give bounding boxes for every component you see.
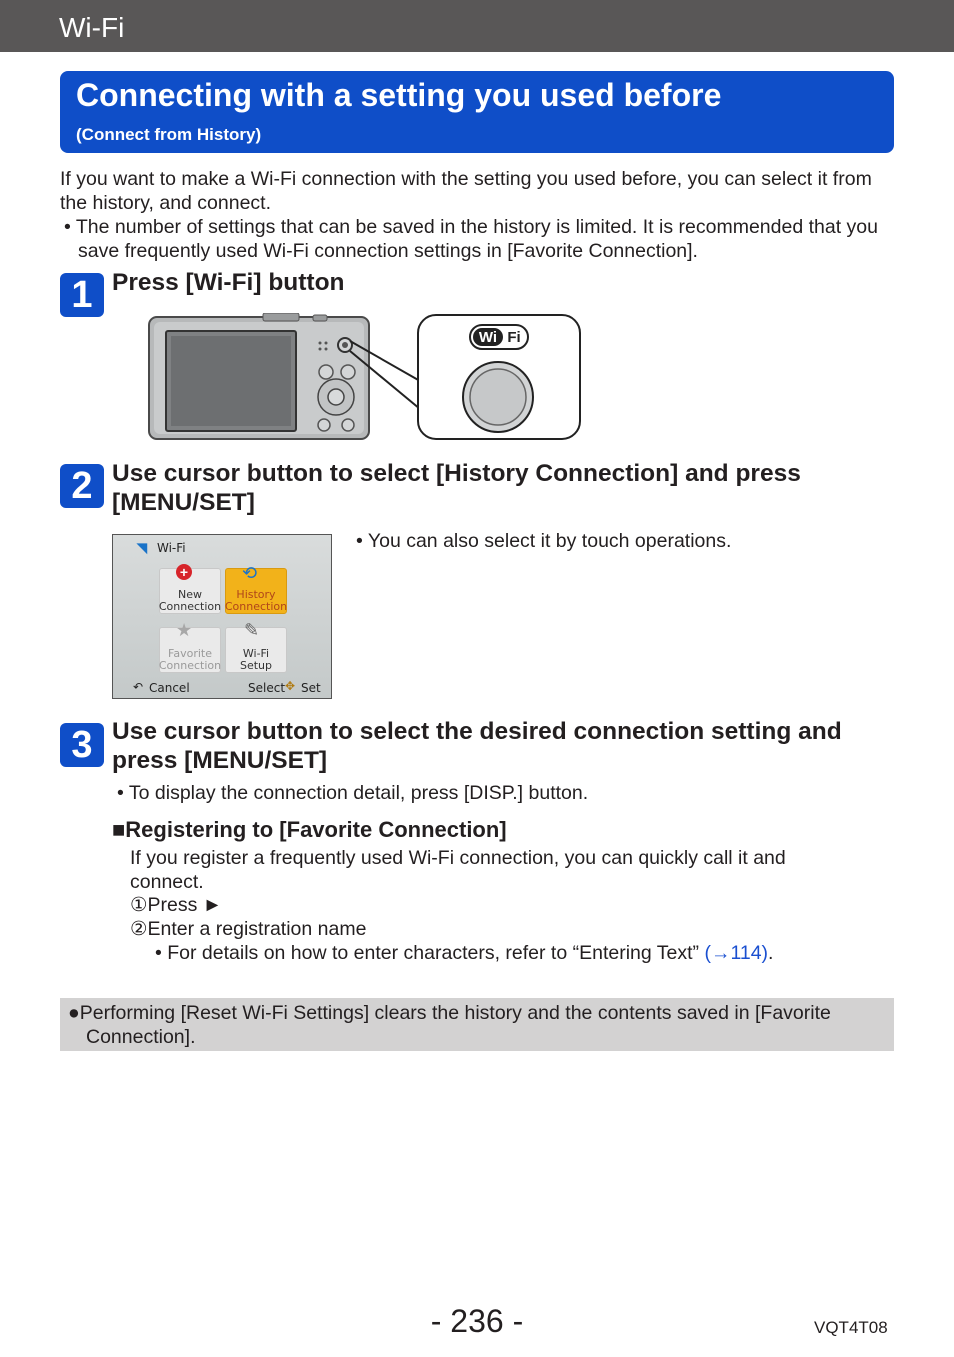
menu-label-history: History Connection	[224, 588, 288, 613]
favorite-text: If you register a frequently used Wi-Fi connection, you can quickly call it and connect.	[130, 847, 786, 893]
favorite-detail: • For details on how to enter characters, refer to “Entering Text” (→114).	[155, 942, 774, 964]
page-subtitle: (Connect from History)	[76, 125, 262, 144]
step-1-badge: 1	[60, 273, 104, 317]
page-title: Connecting with a setting you used before	[76, 77, 722, 113]
star-icon: ★	[176, 620, 193, 640]
wifi-signal-icon: ◥	[137, 540, 147, 555]
menu-set-label: Set	[301, 681, 321, 695]
intro-note: • The number of settings that can be saved in the history is limited. It is recommended that you save frequently used Wi-Fi connection settings in [Favorite Connection].	[64, 216, 878, 262]
menu-label-new: New Connection	[158, 588, 222, 613]
step-3-note: • To display the connection detail, press [DISP.] button.	[117, 782, 589, 804]
menu-title: Wi-Fi	[157, 541, 186, 555]
menu-cancel-label: Cancel	[149, 681, 190, 695]
favorite-step-1: ①Press ►	[130, 894, 223, 916]
page-title-box	[60, 71, 894, 153]
history-icon: ⟲	[242, 563, 258, 583]
plus-icon: +	[176, 564, 192, 580]
svg-text:Fi: Fi	[507, 329, 521, 346]
page-number: - 236 -	[430, 1303, 524, 1339]
cursor-icon: ✥	[285, 679, 296, 693]
note-box	[60, 998, 894, 1051]
step-2-badge: 2	[60, 464, 104, 508]
wrench-icon: ✎	[244, 620, 260, 640]
svg-text:Wi: Wi	[478, 329, 498, 346]
section-title: Wi-Fi	[59, 12, 125, 43]
menu-select-label: Select	[248, 681, 286, 695]
step-2-note: • You can also select it by touch operations.	[356, 530, 732, 552]
model-code: VQT4T08	[814, 1318, 888, 1337]
step-3-badge: 3	[60, 723, 104, 767]
step-1-title: Press [Wi-Fi] button	[112, 269, 345, 296]
menu-label-setup: Wi-Fi Setup	[239, 647, 273, 672]
back-arrow-icon: ↶	[133, 680, 144, 694]
note-text: ●Performing [Reset Wi-Fi Settings] clears the history and the contents saved in [Favorite Connection].	[68, 1002, 831, 1048]
wifi-menu-screen	[112, 534, 332, 699]
menu-label-favorite: Favorite Connection	[158, 647, 222, 672]
page-link-114[interactable]: (→114)	[704, 942, 769, 964]
intro-text: If you want to make a Wi-Fi connection with the setting you used before, you can select it from the history, and connect.	[60, 168, 872, 214]
section-header-bar	[0, 0, 954, 52]
camera-illustration	[148, 313, 583, 443]
step-2-title: Use cursor button to select [History Connection] and press [MENU/SET]	[112, 460, 801, 516]
favorite-step-2: ②Enter a registration name	[130, 918, 367, 940]
step-3-title: Use cursor button to select the desired connection setting and press [MENU/SET]	[112, 718, 842, 774]
favorite-heading: ■Registering to [Favorite Connection]	[112, 817, 507, 842]
